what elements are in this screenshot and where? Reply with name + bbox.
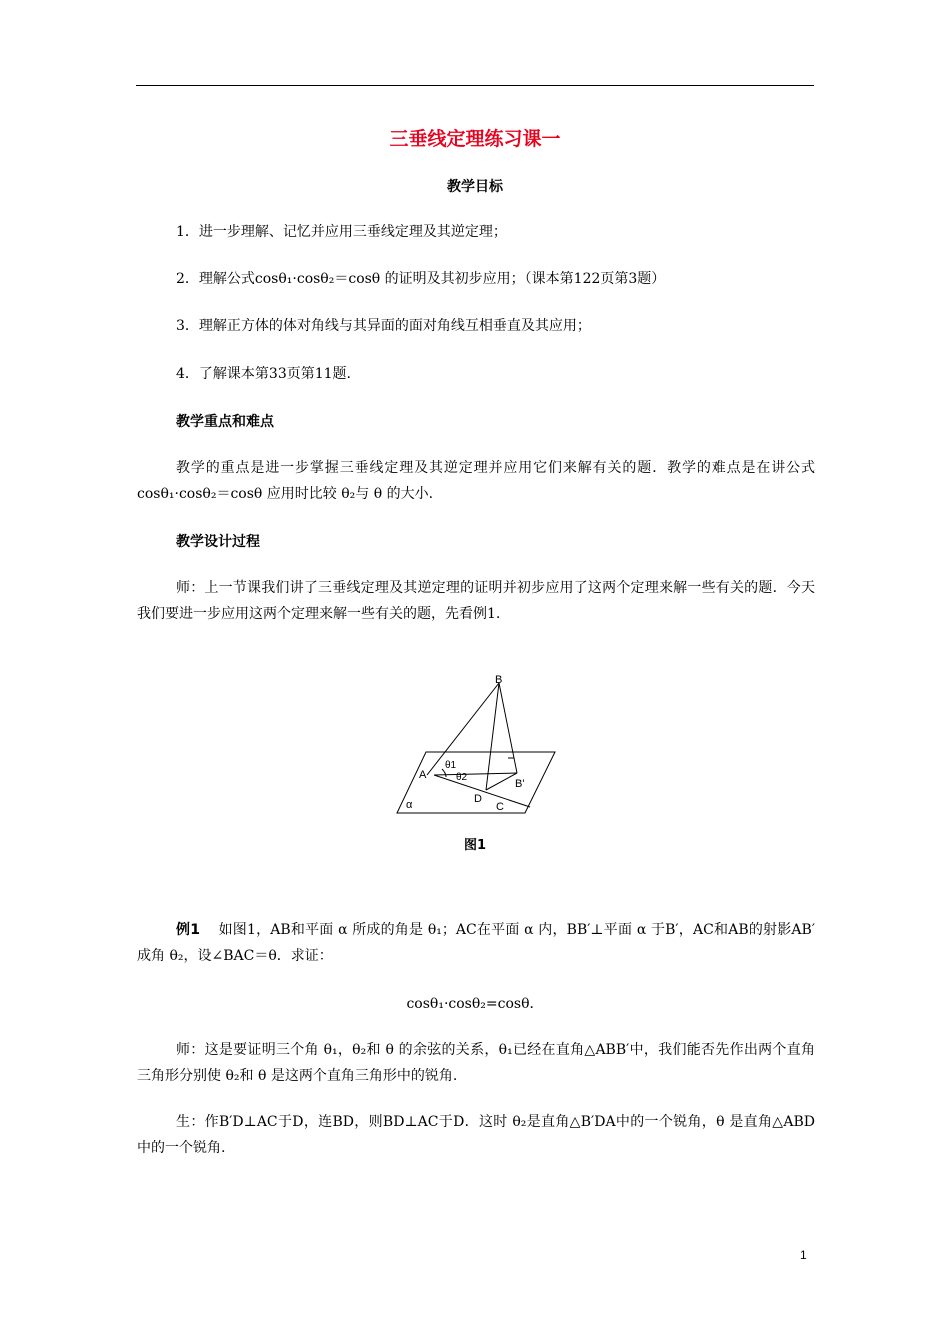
label-alpha: α <box>406 799 413 811</box>
example-1-paragraph <box>137 917 815 969</box>
goal-item-1: 1．进一步理解、记忆并应用三垂线定理及其逆定理； <box>176 224 507 240</box>
goal-item-3: 3．理解正方体的体对角线与其异面的面对角线互相垂直及其应用； <box>176 318 591 334</box>
student-paragraph: 生：作B′D⊥AC于D，连BD，则BD⊥AC于D．这时 θ₂是直角△B′DA中的一个锐角，θ 是直角△ABD中的一个锐角. <box>137 1114 815 1156</box>
label-D: D <box>474 793 482 805</box>
figure-caption: 图1 <box>463 838 487 853</box>
line-DBprime <box>486 773 517 790</box>
section-heading-keypoints: 教学重点和难点 <box>176 414 274 430</box>
example-formula: cosθ₁·cosθ₂=cosθ． <box>406 996 544 1012</box>
example-text: 如图1，AB和平面 α 所成的角是 θ₁；AC在平面 α 内，BB′⊥平面 α 于B′，AC和AB的射影AB′成角 θ₂，设∠BAC＝θ．求证： <box>137 922 815 964</box>
header-rule <box>136 85 814 86</box>
line-AB <box>427 683 499 775</box>
goal-item-4: 4．了解课本第33页第11题. <box>176 366 351 382</box>
section-heading-process: 教学设计过程 <box>176 534 260 550</box>
label-B: B <box>495 674 503 686</box>
line-BBprime <box>499 683 517 773</box>
example-label: 例1 <box>176 922 200 938</box>
label-theta1: θ1 <box>445 760 457 771</box>
goal-item-2: 2．理解公式cosθ₁·cosθ₂＝cosθ 的证明及其初步应用；（课本第122页第3题） <box>176 271 666 287</box>
label-theta2: θ2 <box>456 772 468 783</box>
keypoints-paragraph: 教学的重点是进一步掌握三垂线定理及其逆定理并应用它们来解有关的题．教学的难点是在讲公式cosθ₁·cosθ₂＝cosθ 应用时比较 θ₂与 θ 的大小. <box>137 460 815 502</box>
section-heading-goals: 教学目标 <box>447 179 503 195</box>
page-number: 1 <box>800 1248 807 1262</box>
label-A: A <box>419 769 427 781</box>
teacher-paragraph: 师：这是要证明三个角 θ₁，θ₂和 θ 的余弦的关系，θ₁已经在直角△ABB′中，我们能否先作出两个直角三角形分别使 θ₂和 θ 是这两个直角三角形中的锐角. <box>137 1042 815 1084</box>
label-Bprime: B' <box>515 778 525 790</box>
process-intro-paragraph: 师：上一节课我们讲了三垂线定理及其逆定理的证明并初步应用了这两个定理来解一些有关的题．今天我们要进一步应用这两个定理来解一些有关的题，先看例1. <box>137 580 815 622</box>
figure-1-diagram <box>390 670 560 820</box>
label-C: C <box>496 801 504 813</box>
line-ABprime <box>434 773 517 775</box>
page-title: 三垂线定理练习课一 <box>389 128 561 150</box>
